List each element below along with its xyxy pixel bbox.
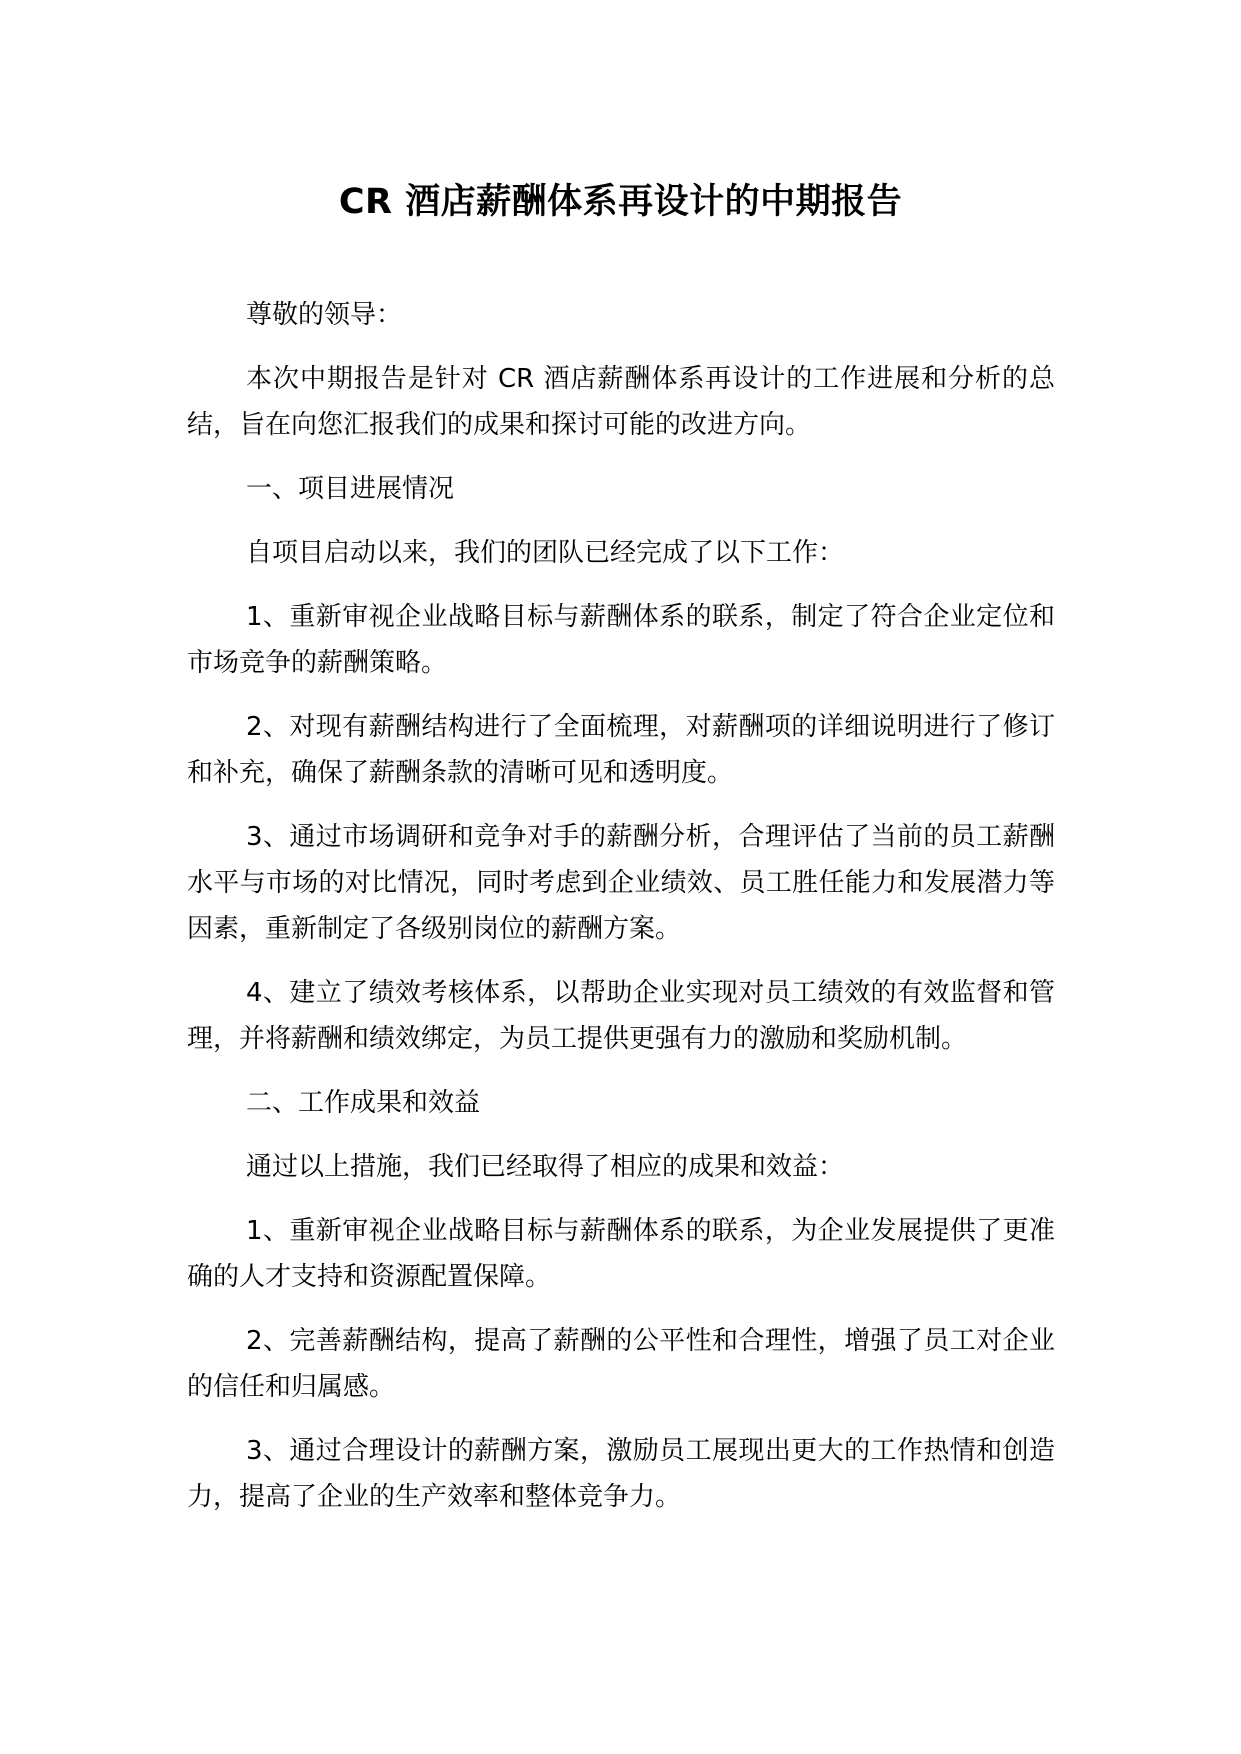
progress-item-3: 3、通过市场调研和竞争对手的薪酬分析，合理评估了当前的员工薪酬水平与市场的对比情况，同时考虑到企业绩效、员工胜任能力和发展潜力等因素，重新制定了各级别岗位的薪酬方案。: [187, 822, 1055, 944]
progress-lead-paragraph: 自项目启动以来，我们的团队已经完成了以下工作：: [246, 538, 845, 568]
progress-item-2: 2、对现有薪酬结构进行了全面梳理，对薪酬项的详细说明进行了修订和补充，确保了薪酬条款的清晰可见和透明度。: [187, 712, 1055, 788]
results-item-1: 1、重新审视企业战略目标与薪酬体系的联系，为企业发展提供了更准确的人才支持和资源配置保障。: [187, 1216, 1055, 1292]
results-lead-paragraph: 通过以上措施，我们已经取得了相应的成果和效益：: [246, 1152, 845, 1182]
results-item-3: 3、通过合理设计的薪酬方案，激励员工展现出更大的工作热情和创造力，提高了企业的生产效率和整体竞争力。: [187, 1436, 1055, 1512]
salutation: 尊敬的领导：: [246, 300, 403, 330]
progress-item-4: 4、建立了绩效考核体系，以帮助企业实现对员工绩效的有效监督和管理，并将薪酬和绩效绑定，为员工提供更强有力的激励和奖励机制。: [187, 978, 1055, 1054]
document-body: [187, 292, 1055, 1538]
progress-item-1: 1、重新审视企业战略目标与薪酬体系的联系，制定了符合企业定位和市场竞争的薪酬策略。: [187, 602, 1055, 678]
results-item-2: 2、完善薪酬结构，提高了薪酬的公平性和合理性，增强了员工对企业的信任和归属感。: [187, 1326, 1055, 1402]
document-title: CR 酒店薪酬体系再设计的中期报告: [338, 182, 903, 222]
section-heading-results: 二、工作成果和效益: [246, 1088, 481, 1118]
section-heading-progress: 一、项目进展情况: [246, 474, 455, 504]
intro-paragraph: 本次中期报告是针对 CR 酒店薪酬体系再设计的工作进展和分析的总结，旨在向您汇报我们的成果和探讨可能的改进方向。: [187, 364, 1055, 440]
